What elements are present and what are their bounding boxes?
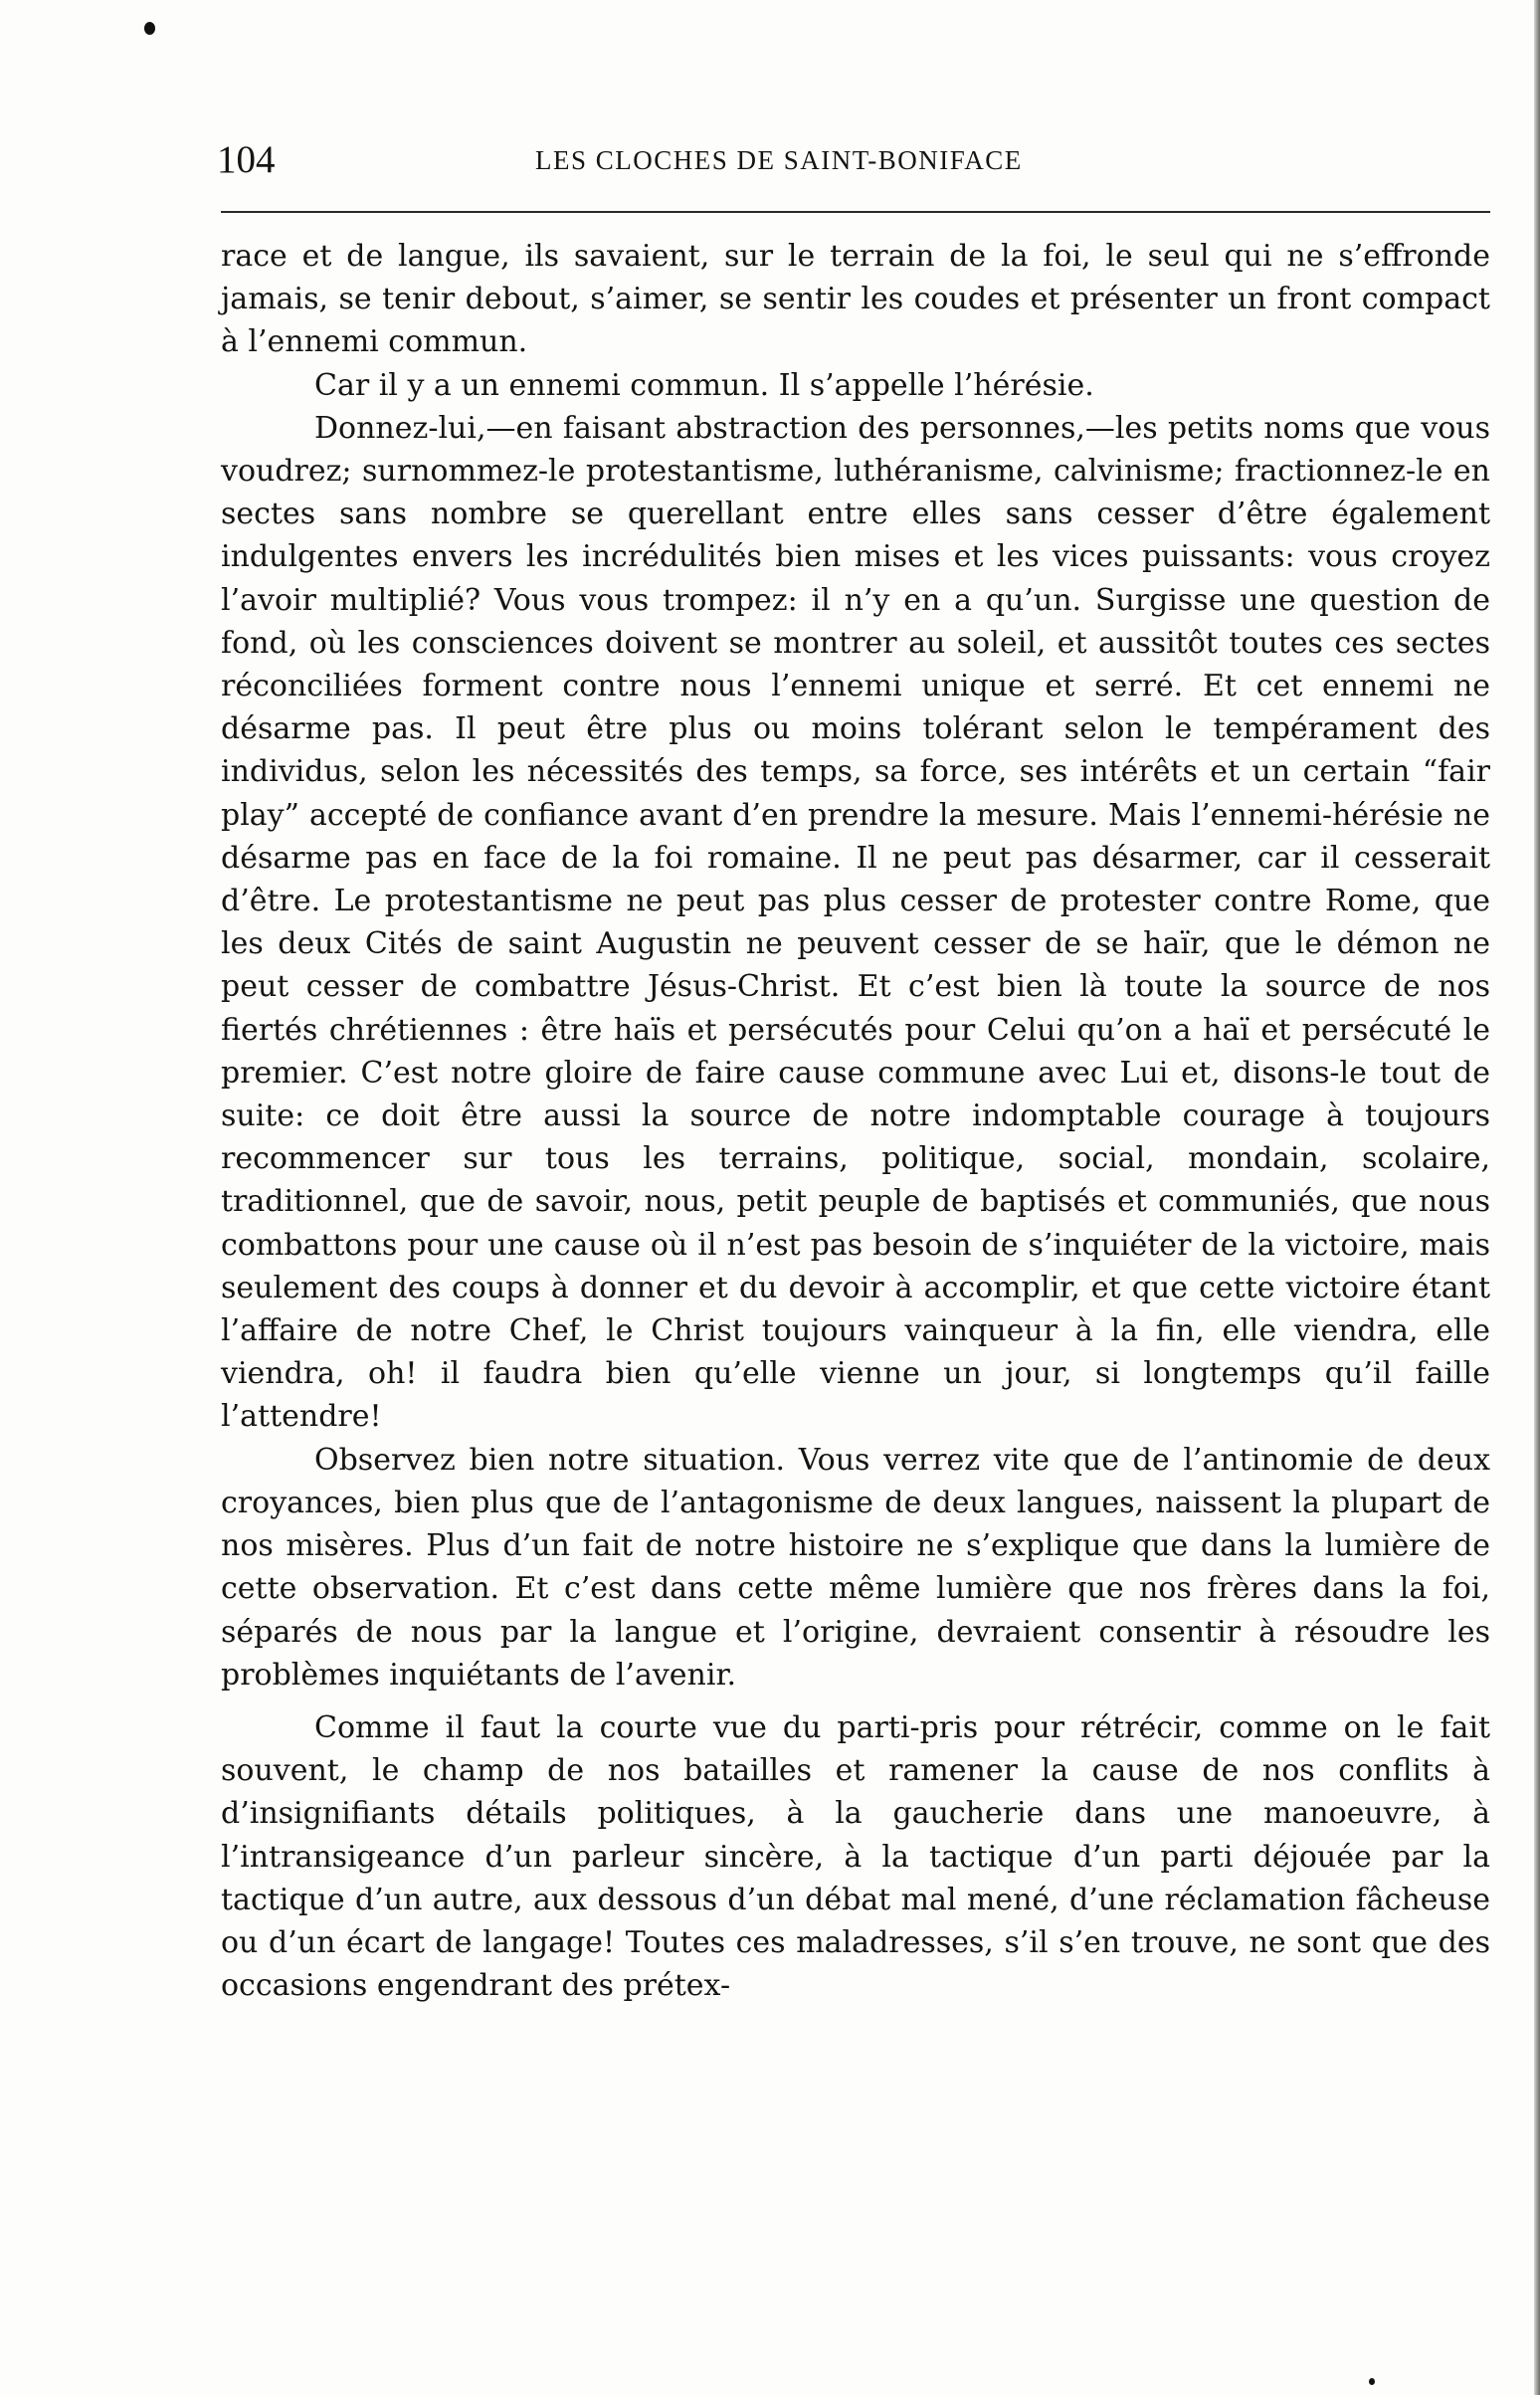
body-text (221, 235, 1490, 2007)
header-rule (221, 211, 1490, 213)
paragraph: race et de langue, ils savaient, sur le terrain de la foi, le seul qui ne s’effronde jamais, se tenir debout, s’aimer, se sentir les coudes et présenter un front compact à l’ennemi commun. (221, 239, 1490, 360)
paragraph: Donnez-lui,—en faisant abstraction des personnes,—les petits noms que vous voudrez; surnommez-le protestantisme, luthéranisme, calvinisme; fractionnez-le en sectes sans nombre se querellant entre elles sans cesser d’être également indulgentes envers les incrédulités bien mises et les vices puissants: vous croyez l’avoir multiplié? Vous vous trompez: il n’y en a qu’un. Surgisse une question de fond, où les consciences doivent se montrer au soleil, et aussitôt toutes ces sectes réconciliées forment contre nous l’ennemi unique et serré. Et cet ennemi ne désarme pas. Il peut être plus ou moins tolérant selon le tempérament des individus, selon les nécessités des temps, sa force, ses intérêts et un certain “fair play” accepté de confiance avant d’en prendre la mesure. Mais l’ennemi-hérésie ne désarme pas en face de la foi romaine. Il ne peut pas désarmer, car il cesserait d’être. Le protestantisme ne peut pas plus cesser de protester contre Rome, que les deux Cités de saint Augustin ne peuvent cesser de se haïr, que le démon ne peut cesser de combattre Jésus-Christ. Et c’est bien là toute la source de nos fiertés chrétiennes : être haïs et persécutés pour Celui qu’on a haï et persécuté le premier. C’est notre gloire de faire cause commune avec Lui et, disons-le tout de suite: ce doit être aussi la source de notre indomptable courage à toujours recommencer sur tous les terrains, politique, social, mondain, scolaire, traditionnel, que de savoir, nous, petit peuple de baptisés et communiés, que nous combattons pour une cause où il n’est pas besoin de s’inquiéter de la victoire, mais seulement des coups à donner et du devoir à accomplir, et que cette victoire étant l’affaire de notre Chef, le Christ toujours vainqueur à la fin, elle viendra, elle viendra, oh! il faudra bien qu’elle vienne un jour, si longtemps qu’il faille l’attendre! (221, 410, 1490, 1435)
scan-page-edge (1534, 0, 1540, 2395)
paragraph: Observez bien notre situation. Vous verrez vite que de l’antinomie de deux croyances, bien plus que de l’antagonisme de deux langues, naissent la plupart de nos misères. Plus d’un fait de notre histoire ne s’explique que dans la lumière de cette observation. Et c’est dans cette même lumière que nos frères dans la foi, séparés de nous par la langue et l’origine, devraient consentir à résoudre les problèmes inquiétants de l’avenir. (221, 1442, 1490, 1693)
ink-speck (1369, 2378, 1375, 2385)
paragraph: Car il y a un ennemi commun. Il s’appelle l’hérésie. (314, 367, 1094, 403)
ink-speck (144, 22, 155, 35)
page-header (217, 137, 1490, 187)
page-number: 104 (217, 138, 276, 181)
running-title: LES CLOCHES DE SAINT-BONIFACE (535, 145, 1023, 175)
paragraph: Comme il faut la courte vue du parti-pris pour rétrécir, comme on le fait souvent, le champ de nos batailles et ramener la cause de nos conflits à d’insignifiants détails politiques, à la gaucherie dans une manoeuvre, à l’intransigeance d’un parleur sincère, à la tactique d’un parti déjouée par la tactique d’un autre, aux dessous d’un débat mal mené, d’une réclamation fâcheuse ou d’un écart de langage! Toutes ces maladresses, s’il s’en trouve, ne sont que des occasions engendrant des prétex- (221, 1709, 1490, 2004)
